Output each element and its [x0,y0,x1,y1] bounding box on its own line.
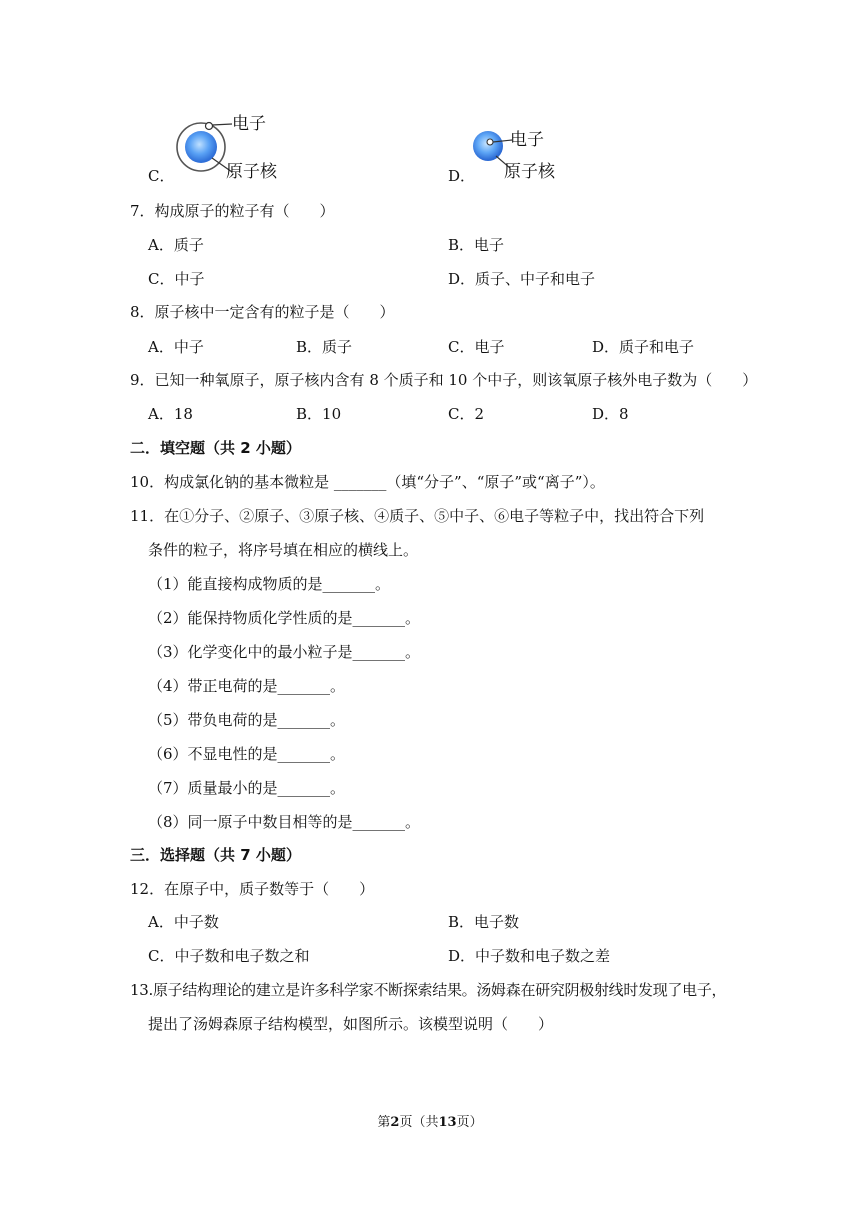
question-11-item: （3）化学变化中的最小粒子是_______。 [148,643,421,661]
question-12-option-d: D．中子数和电子数之差 [448,947,611,965]
question-7-option-b: B．电子 [448,236,505,254]
question-11-item: （1）能直接构成物质的是_______。 [148,575,391,593]
question-9-option-c: C．2 [448,405,485,423]
option-c-label: C． [148,167,175,185]
question-10: 10．构成氯化钠的基本微粒是 _______（填“分子”、“原子”或“离子”）。 [130,473,605,491]
option-d-label: D． [448,167,476,185]
footer-prefix: 第 [377,1115,391,1130]
electron-dot [487,139,493,145]
electron-dot [206,123,213,130]
question-11-stem-line-2: 条件的粒子，将序号填在相应的横线上。 [148,541,419,559]
page-footer [0,1114,860,1132]
question-7-option-d: D．质子、中子和电子 [448,270,596,288]
question-7-option-c: C．中子 [148,270,205,288]
footer-middle: 页（共 [399,1115,439,1130]
question-12-option-b: B．电子数 [448,913,520,931]
footer-suffix: 页） [456,1115,483,1130]
question-12-option-c: C．中子数和电子数之和 [148,947,310,965]
electron-label-d: 电子 [510,130,544,150]
question-9-option-d: D．8 [592,405,629,423]
question-8-option-c: C．电子 [448,338,505,356]
question-13-stem-line-2: 提出了汤姆森原子结构模型，如图所示。该模型说明（ ） [148,1015,554,1033]
question-8-option-a: A．中子 [148,338,204,356]
question-11-item: （8）同一原子中数目相等的是_______。 [148,813,421,831]
nucleus-sphere [473,131,503,161]
question-11-stem-line-1: 11．在①分子、②原子、③原子核、④质子、⑤中子、⑥电子等粒子中，找出符合下列 [130,507,705,525]
question-8-option-d: D．质子和电子 [592,338,695,356]
total-page-count: 13 [438,1115,457,1130]
question-13-stem-line-1: 13.原子结构理论的建立是许多科学家不断探索结果。汤姆森在研究阴极射线时发现了电子， [130,981,727,999]
question-8-stem: 8．原子核中一定含有的粒子是（ ） [130,303,395,321]
question-9-option-a: A．18 [148,405,193,423]
question-9-stem: 9．已知一种氧原子，原子核内含有 8 个质子和 10 个中子，则该氧原子核外电子数为（ ） [130,371,758,389]
question-11-item: （4）带正电荷的是_______。 [148,677,346,695]
question-12-stem: 12．在原子中，质子数等于（ ） [130,880,375,898]
question-9-option-b: B．10 [296,405,342,423]
question-11-item: （5）带负电荷的是_______。 [148,711,346,729]
nucleus-label-d: 原子核 [504,162,555,182]
question-11-item: （6）不显电性的是_______。 [148,745,346,763]
question-12-option-a: A．中子数 [148,913,219,931]
electron-label-c: 电子 [232,114,266,134]
section-heading-fill-in: 二．填空题（共 2 小题） [130,439,301,457]
current-page-number: 2 [390,1115,400,1130]
nucleus-label-c: 原子核 [226,162,277,182]
question-8-option-b: B．质子 [296,338,353,356]
question-11-item: （2）能保持物质化学性质的是_______。 [148,609,421,627]
question-7-option-a: A．质子 [148,236,204,254]
section-heading-choice: 三．选择题（共 7 小题） [130,846,301,864]
question-7-stem: 7．构成原子的粒子有（ ） [130,202,335,220]
question-11-item: （7）质量最小的是_______。 [148,779,346,797]
